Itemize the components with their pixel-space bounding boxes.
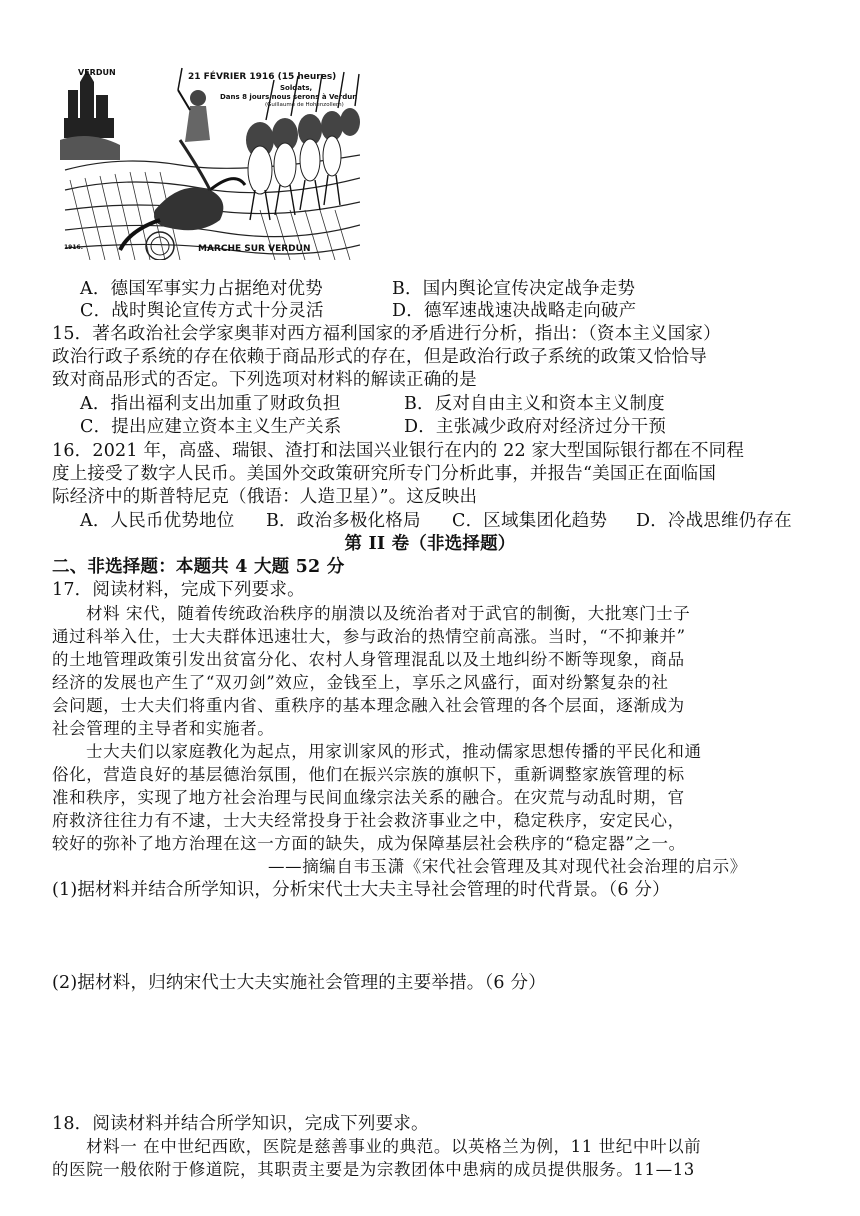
q17-material-p2-line5: 较好的弥补了地方治理在这一方面的缺失，成为保障基层社会秩序的“稳定器”之一。	[52, 834, 686, 853]
q17-material-p1-line4: 经济的发展也产生了“双刃剑”效应，金钱至上，享乐之风盛行，面对纷繁复杂的社	[52, 673, 669, 692]
q15-option-c: C．提出应建立资本主义生产关系	[80, 417, 342, 437]
q16-stem-line1: 16．2021 年，高盛、瑞银、渣打和法国兴业银行在内的 22 家大型国际银行都在不同程	[52, 441, 745, 461]
q17-material-p2-line4: 府救济往往力有不逮，士大夫经常投身于社会救济事业之中，稳定秩序，安定民心，	[52, 811, 685, 830]
q17-material-p1-line2: 通过科举入仕，士大夫群体迅速壮大，参与政治的热情空前高涨。当时，“不抑兼并”	[52, 627, 686, 646]
q17-material-p2-line1: 士大夫们以家庭教化为起点，用家训家风的形式，推动儒家思想传播的平民化和通	[86, 742, 702, 761]
q15-option-a: A．指出福利支出加重了财政负担	[80, 394, 341, 414]
q14-option-b: B．国内舆论宣传决定战争走势	[392, 279, 636, 299]
q17-sub-question-1: (1)据材料并结合所学知识，分析宋代士大夫主导社会管理的时代背景。（6 分）	[52, 880, 670, 900]
postcard-date: 21 FÉVRIER 1916 (15 heures)	[188, 72, 337, 82]
q17-sub-question-2: (2)据材料，归纳宋代士大夫实施社会管理的主要举措。（6 分）	[52, 973, 546, 993]
postcard-line1: Soldats,	[280, 84, 313, 92]
q17-material-p1-line1: 材料 宋代，随着传统政治秩序的崩溃以及统治者对于武官的制衡，大批寒门士子	[86, 604, 691, 623]
q15-stem-line3: 致对商品形式的否定。下列选项对材料的解读正确的是	[52, 370, 477, 390]
q17-material-p1-line5: 会问题，士大夫们将重内省、重秩序的基本理念融入社会管理的各个层面，逐渐成为	[52, 696, 685, 715]
q15-option-b: B．反对自由主义和资本主义制度	[404, 394, 665, 414]
q18-stem: 18．阅读材料并结合所学知识，完成下列要求。	[52, 1114, 429, 1134]
postcard-signature: (Guillaume de Hohenzollern)	[265, 102, 344, 108]
q16-option-c: C．区域集团化趋势	[452, 511, 608, 531]
q17-material-p1-line3: 的土地管理政策引发出贫富分化、农村人身管理混乱以及土地纠纷不断等现象，商品	[52, 650, 685, 669]
postcard-line2: Dans 8 jours nous serons à Verdun	[220, 93, 358, 101]
q15-option-d: D．主张减少政府对经济过分干预	[404, 417, 667, 437]
q16-stem-line3: 际经济中的斯普特尼克（俄语：人造卫星）”。这反映出	[52, 487, 478, 507]
q16-option-b: B．政治多极化格局	[266, 511, 421, 531]
q17-material-p2-line3: 准和秩序，实现了地方社会治理与民间血缘宗法关系的融合。在灾荒与动乱时期，官	[52, 788, 685, 807]
q17-material-p2-line2: 俗化，营造良好的基层德治氛围，他们在振兴宗族的旗帜下，重新调整家族管理的标	[52, 765, 685, 784]
q17-material-p1-line6: 社会管理的主导者和实施者。	[52, 719, 275, 738]
q14-option-a: A．德国军事实力占据绝对优势	[80, 279, 323, 299]
q17-stem: 17．阅读材料，完成下列要求。	[52, 580, 305, 600]
q18-material-line2: 的医院一般依附于修道院，其职责主要是为宗教团体中患病的成员提供服务。11—13	[52, 1160, 695, 1179]
postcard-caption: MARCHE SUR VERDUN	[198, 244, 311, 254]
q16-option-d: D．冷战思维仍存在	[636, 511, 792, 531]
q14-option-c: C．战时舆论宣传方式十分灵活	[80, 301, 324, 321]
q15-stem-line2: 政治行政子系统的存在依赖于商品形式的存在，但是政治行政子系统的政策又恰恰导	[52, 347, 707, 367]
verdun-postcard-image	[60, 60, 360, 260]
q15-stem-line1: 15．著名政治社会学家奥菲对西方福利国家的矛盾进行分析，指出：（资本主义国家）	[52, 324, 721, 344]
q14-option-d: D．德军速战速决战略走向破产	[392, 301, 637, 321]
section-heading: 二、非选择题：本题共 4 大题 52 分	[52, 557, 345, 577]
q16-stem-line2: 度上接受了数字人民币。美国外交政策研究所专门分析此事，并报告“美国正在面临国	[52, 464, 717, 484]
postcard-year-stamp: 1916.	[64, 244, 83, 251]
q16-option-a: A．人民币优势地位	[80, 511, 235, 531]
q18-material-line1: 材料一 在中世纪西欧，医院是慈善事业的典范。以英格兰为例，11 世纪中叶以前	[86, 1137, 702, 1156]
part-two-title: 第 II 卷（非选择题）	[344, 534, 516, 554]
q17-source: ——摘编自韦玉潇《宋代社会管理及其对现代社会治理的启示》	[268, 857, 747, 876]
postcard-place-label: VERDUN	[78, 68, 116, 77]
